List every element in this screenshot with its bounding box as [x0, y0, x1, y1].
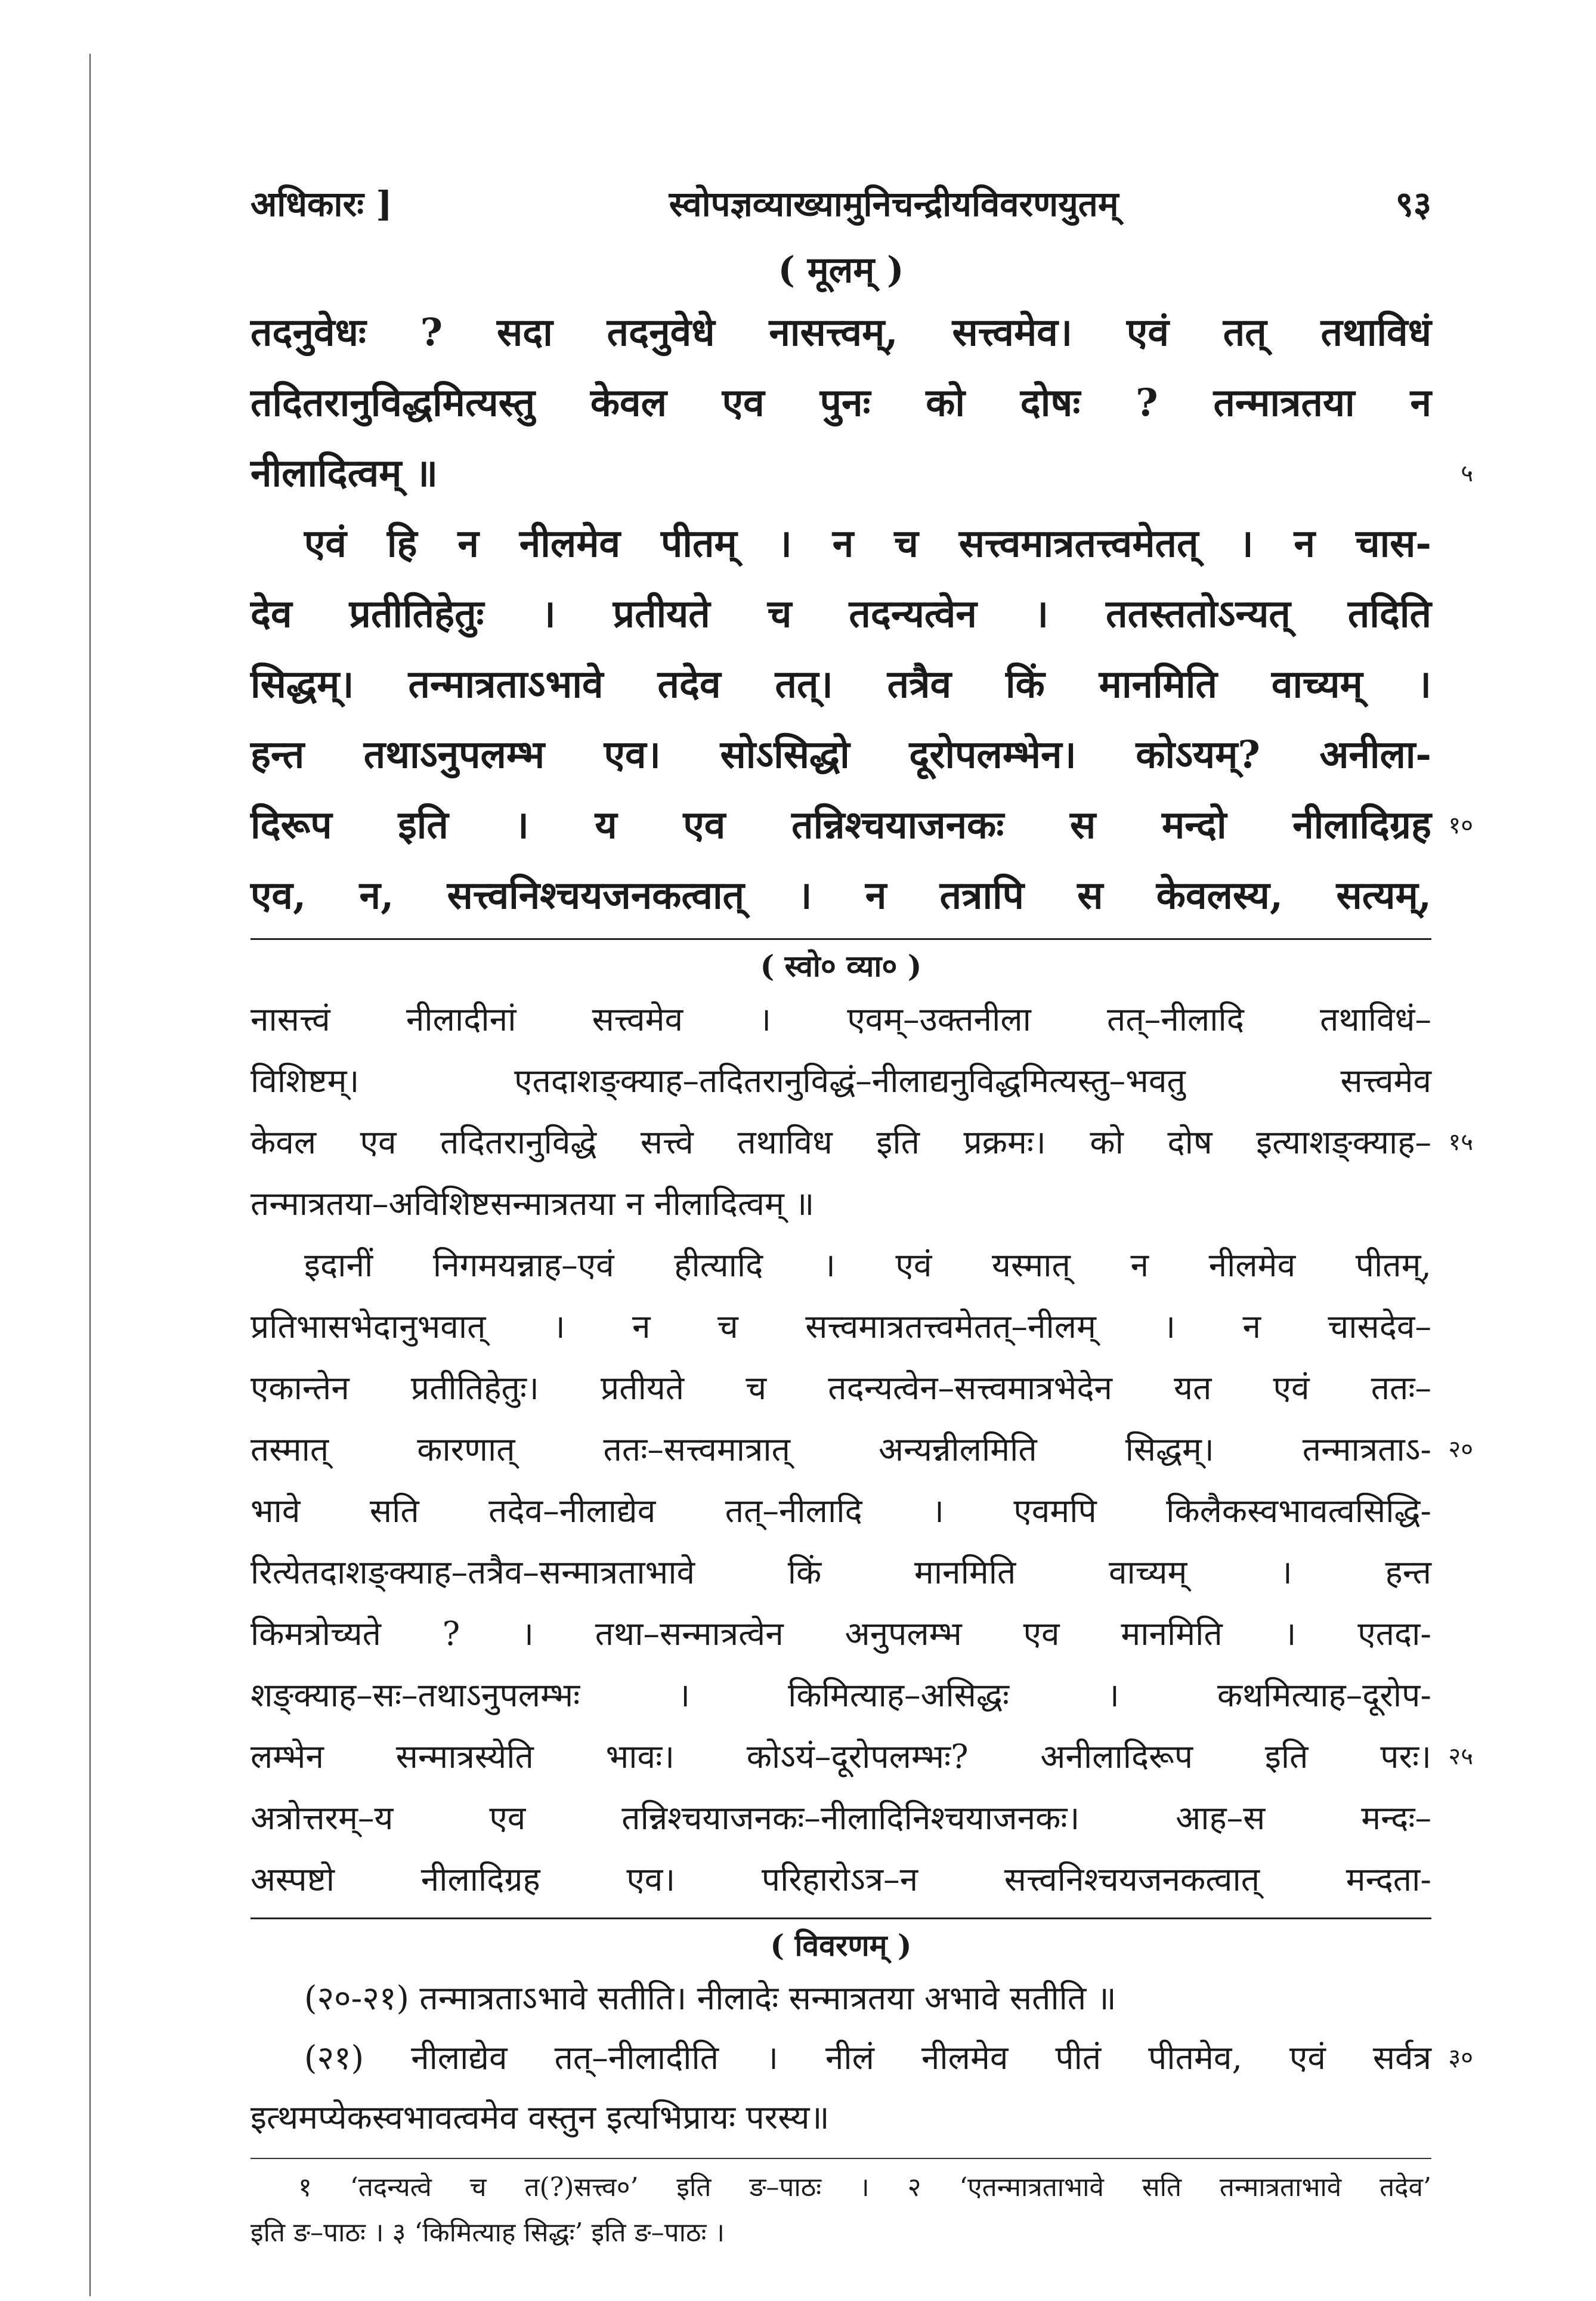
- running-header: [250, 179, 1431, 226]
- commentary-title: ( स्वो० व्या० ): [760, 948, 922, 984]
- commentary-line: प्रतिभासभेदानुभवात् । न च सत्त्वमात्रतत्त्वमेतत्–नीलम् । न चासदेव–: [250, 1307, 1431, 1346]
- vivaranam-line: इत्थमप्येकस्वभावत्वमेव वस्तुन इत्यभिप्रायः परस्य॥: [250, 2098, 830, 2136]
- header-left: अधिकारः ]: [250, 184, 392, 224]
- commentary-line: रित्येतदाशङ्क्याह–तत्रैव–सन्मात्रताभावे किं मानमिति वाच्यम् । हन्त: [250, 1553, 1431, 1591]
- line-number: १०: [1448, 812, 1473, 839]
- commentary-line: शङ्क्याह–सः–तथाऽनुपलम्भः । किमित्याह–असिद्धः । कथमित्याह–दूरोप-: [250, 1676, 1431, 1714]
- mulam-line: हन्त तथाऽनुपलम्भ एव। सोऽसिद्धो दूरोपलम्भेन। कोऽयम्? अनीला-: [250, 732, 1431, 777]
- line-number: ५: [1461, 460, 1473, 487]
- page: [250, 179, 1473, 2256]
- mulam-line: सिद्धम्। तन्मात्रताऽभावे तदेव तत्। तत्रैव किं मानमिति वाच्यम् ।: [250, 662, 1431, 707]
- footnote-divider: [250, 2158, 1431, 2159]
- line-number: २०: [1448, 1436, 1473, 1463]
- footnotes: [250, 2165, 1431, 2256]
- commentary-line: इदानीं निगमयन्नाह–एवं हीत्यादि । एवं यस्मात् न नीलमेव पीतम्,: [304, 1246, 1431, 1284]
- commentary-line: लम्भेन सन्मात्रस्येति भावः। कोऽयं–दूरोपलम्भः? अनीलादिरूप इति परः। २५: [250, 1726, 1431, 1787]
- mulam-line: दिरूप इति । य एव तन्निश्चयाजनकः स मन्दो नीलादिग्रह १०: [250, 790, 1431, 861]
- page-number: ९३: [1395, 184, 1431, 224]
- line-number: २५: [1448, 1743, 1473, 1770]
- commentary-line: अस्पष्टो नीलादिग्रह एव। परिहारोऽत्र–न सत्त्वनिश्चयजनकत्वात् मन्दता-: [250, 1860, 1431, 1898]
- mulam-line: एवं हि न नीलमेव पीतम् । न च सत्त्वमात्रतत्त्वमेतत् । न चास-: [304, 521, 1431, 566]
- mulam-line: तदनुवेधः ? सदा तदनुवेधे नासत्त्वम्, सत्त्वमेव। एवं तत् तथाविधं: [250, 310, 1431, 355]
- mulam-line: देव प्रतीतिहेतुः । प्रतीयते च तदन्यत्वेन । ततस्ततोऽन्यत् तदिति: [250, 592, 1431, 636]
- vivaranam-text: [250, 1968, 1473, 2147]
- section-divider: [250, 1918, 1431, 1919]
- vivaranam-line: (२०-२१) तन्मात्रताऽभावे सतीति। नीलादेः सन्मात्रतया अभावे सतीति ॥: [304, 1979, 1116, 2017]
- header-title: स्वोपज्ञव्याख्यामुनिचन्द्रीयविवरणयुतम्: [669, 184, 1119, 224]
- line-number: १५: [1448, 1128, 1473, 1156]
- footnote-line: इति ङ–पाठः । ३ ‘किमित्याह सिद्धः’ इति ङ–पाठः ।: [250, 2218, 725, 2248]
- commentary-line: अत्रोत्तरम्–य एव तन्निश्चयाजनकः–नीलादिनिश्चयाजनकः। आह–स मन्दः–: [250, 1799, 1431, 1837]
- commentary-text: [250, 989, 1473, 1910]
- mulam-line: नीलादित्वम् ॥ ५: [250, 438, 1431, 509]
- commentary-line: तन्मात्रतया–अविशिष्टसन्मात्रतया न नीलादित्वम् ॥: [250, 1184, 815, 1223]
- commentary-line: भावे सति तदेव–नीलाद्येव तत्–नीलादि । एवमपि किलैकस्वभावत्वसिद्धि-: [250, 1492, 1431, 1530]
- vivaranam-line: (२१) नीलाद्येव तत्–नीलादीति । नीलं नीलमेव पीतं पीतमेव, एवं सर्वत्र ३०: [250, 2028, 1431, 2087]
- mulam-title: ( मूलम् ): [778, 249, 904, 291]
- vivaranam-title: ( विवरणम् ): [770, 1928, 912, 1963]
- commentary-line: किमत्रोच्यते ? । तथा–सन्मात्रत्वेन अनुपलम्भ एव मानमिति । एतदा-: [250, 1615, 1431, 1653]
- binding-edge: [89, 54, 91, 2296]
- commentary-line: नासत्त्वं नीलादीनां सत्त्वमेव । एवम्–उक्तनीला तत्–नीलादि तथाविधं–: [250, 1000, 1431, 1038]
- footnote-line: १ ‘तदन्यत्वे च त(?)सत्त्व०’ इति ङ–पाठः । २ ‘एतन्मात्रताभावे सति तन्मात्रताभावे तदेव’: [298, 2172, 1432, 2203]
- section-divider: [250, 938, 1431, 940]
- commentary-line: विशिष्टम्। एतदाशङ्क्याह–तदितरानुविद्धं–नीलाद्यनुविद्धमित्यस्तु–भवतु सत्त्वमेव: [250, 1062, 1431, 1100]
- commentary-line: तस्मात् कारणात् ततः–सत्त्वमात्रात् अन्यन्नीलमिति सिद्धम्। तन्मात्रताऽ- २०: [250, 1419, 1431, 1480]
- line-number: ३०: [1448, 2044, 1473, 2071]
- mulam-text: [250, 298, 1473, 931]
- mulam-line: एव, न, सत्त्वनिश्चयजनकत्वात् । न तत्रापि स केवलस्य, सत्यम्,: [250, 873, 1431, 918]
- mulam-line: तदितरानुविद्धमित्यस्तु केवल एव पुनः को दोषः ? तन्मात्रतया न: [250, 381, 1431, 425]
- commentary-line: केवल एव तदितरानुविद्धे सत्त्वे तथाविध इति प्रक्रमः। को दोष इत्याशङ्क्याह– १५: [250, 1112, 1431, 1173]
- commentary-line: एकान्तेन प्रतीतिहेतुः। प्रतीयते च तदन्यत्वेन–सत्त्वमात्रभेदेन यत एवं ततः–: [250, 1369, 1431, 1407]
